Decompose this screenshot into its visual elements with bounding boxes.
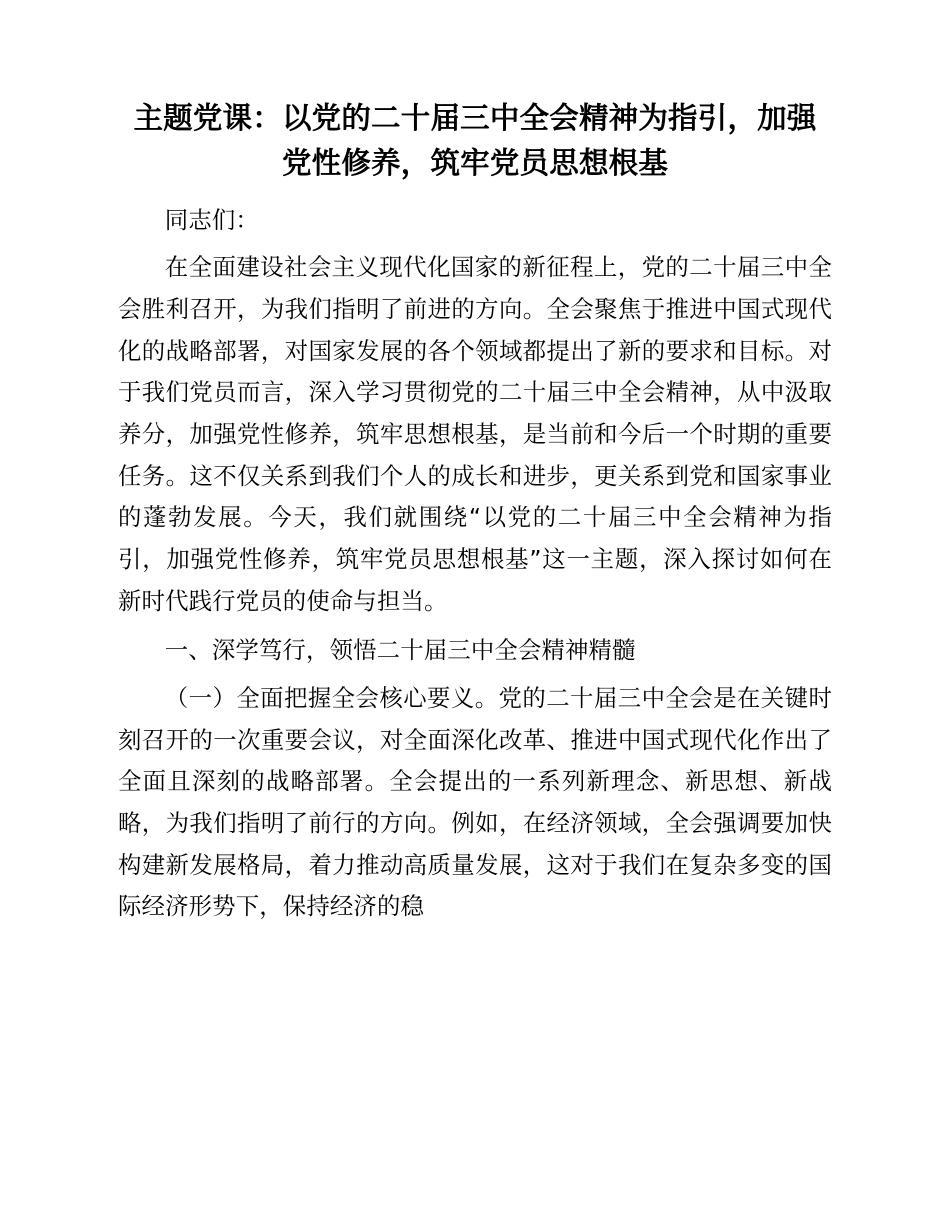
paragraph-salutation: 同志们： xyxy=(164,205,259,234)
paragraph-intro: 在全面建设社会主义现代化国家的新征程上，党的二十届三中全会胜利召开，为我们指明了前进的方向。全会聚焦于推进中国式现代化的战略部署，对国家发展的各个领域都提出了新的要求和目标。对于我们党员而言，深入学习贯彻党的二十届三中全会精神，从中汲取养分，加强党性修养，筑牢思想根基，是当前和今后一个时期的重要任务。这不仅关系到我们个人的成长和进步，更关系到党和国家事业的蓬勃发展。今天，我们就围绕“以党的二十届三中全会精神为指引，加强党性修养，筑牢党员思想根基”这一主题，深入探讨如何在新时代践行党员的使命与担当。 xyxy=(118,253,832,615)
paragraph-section-one-one: （一）全面把握全会核心要义。党的二十届三中全会是在关键时刻召开的一次重要会议，对全面深化改革、推进中国式现代化作出了全面且深刻的战略部署。全会提出的一系列新理念、新思想、新战略，为我们指明了前行的方向。例如，在经济领域，全会强调要加快构建新发展格局，着力推动高质量发展，这对于我们在复杂多变的国际经济形势下，保持经济的稳 xyxy=(118,683,832,921)
section-heading-one: 一、深学笃行，领悟二十届三中全会精神精髓 xyxy=(164,636,636,665)
page-title: 主题党课：以党的二十届三中全会精神为指引，加强党性修养，筑牢党员思想根基 xyxy=(133,101,817,180)
